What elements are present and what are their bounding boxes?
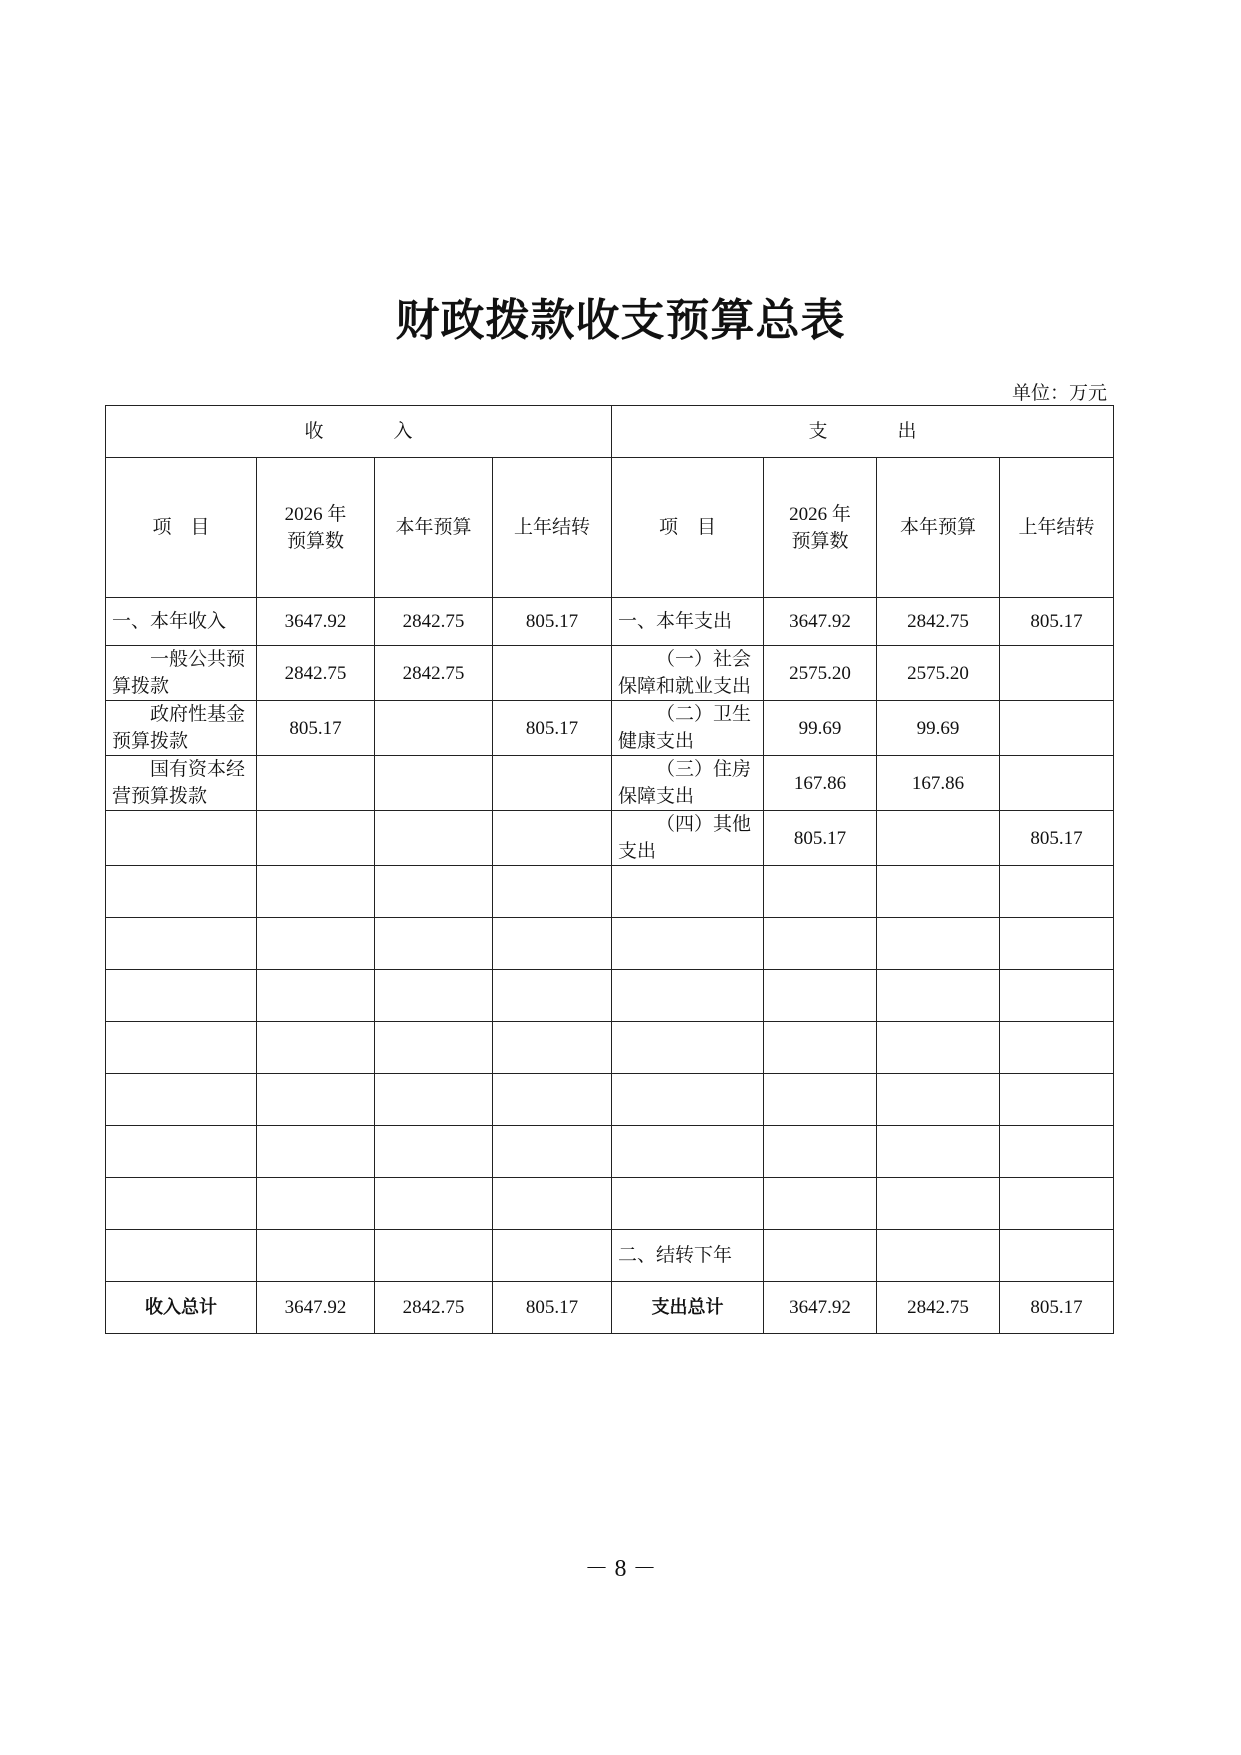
expense-total: 3647.92 — [764, 598, 877, 646]
table-row — [106, 756, 1114, 811]
unit-label: 单位：万元 — [1011, 382, 1107, 404]
income-section-header: 收 入 — [106, 406, 612, 458]
income-current — [375, 701, 493, 756]
col-expense-item: 项 目 — [612, 458, 764, 598]
income-current — [375, 811, 493, 866]
col-income-carryover: 上年结转 — [493, 458, 612, 598]
expense-item: 一、本年支出 — [612, 598, 764, 646]
income-carryover: 805.17 — [493, 701, 612, 756]
table-row — [106, 701, 1114, 756]
empty-row — [106, 1074, 1114, 1126]
income-carryover: 805.17 — [493, 598, 612, 646]
page-title: 财政拨款收支预算总表 — [395, 295, 846, 346]
expense-total-label: 支出总计 — [612, 1282, 764, 1334]
income-grand-carryover: 805.17 — [493, 1282, 612, 1334]
income-current: 2842.75 — [375, 646, 493, 701]
expense-current: 2575.20 — [877, 646, 1000, 701]
income-grand-total: 3647.92 — [257, 1282, 375, 1334]
income-current — [375, 756, 493, 811]
empty-row — [106, 1022, 1114, 1074]
page-number: － 8 － — [584, 1556, 657, 1582]
income-total-label: 收入总计 — [106, 1282, 257, 1334]
expense-carryover: 805.17 — [1000, 811, 1114, 866]
expense-item: （四）其他支出 — [612, 811, 764, 866]
empty-row — [106, 970, 1114, 1022]
expense-section-header: 支 出 — [612, 406, 1114, 458]
carryover-next-year-label: 二、结转下年 — [612, 1230, 764, 1282]
table-row — [106, 811, 1114, 866]
income-item: 一、本年收入 — [106, 598, 257, 646]
expense-item: （三）住房保障支出 — [612, 756, 764, 811]
empty-row — [106, 866, 1114, 918]
income-total — [257, 756, 375, 811]
income-carryover — [493, 646, 612, 701]
income-total: 3647.92 — [257, 598, 375, 646]
expense-item: （二）卫生健康支出 — [612, 701, 764, 756]
income-total: 805.17 — [257, 701, 375, 756]
budget-summary-table — [105, 405, 1114, 1334]
section-header-row — [106, 406, 1114, 458]
expense-item: （一）社会保障和就业支出 — [612, 646, 764, 701]
col-income-current: 本年预算 — [375, 458, 493, 598]
income-item: 政府性基金预算拨款 — [106, 701, 257, 756]
expense-total: 2575.20 — [764, 646, 877, 701]
expense-total: 805.17 — [764, 811, 877, 866]
expense-carryover — [1000, 646, 1114, 701]
column-header-row — [106, 458, 1114, 598]
expense-grand-total: 3647.92 — [764, 1282, 877, 1334]
table-row — [106, 646, 1114, 701]
empty-row — [106, 1126, 1114, 1178]
income-grand-current: 2842.75 — [375, 1282, 493, 1334]
table-row — [106, 598, 1114, 646]
income-total: 2842.75 — [257, 646, 375, 701]
expense-carryover: 805.17 — [1000, 598, 1114, 646]
expense-current — [877, 811, 1000, 866]
expense-total: 167.86 — [764, 756, 877, 811]
expense-carryover — [1000, 756, 1114, 811]
total-row — [106, 1282, 1114, 1334]
col-income-total: 2026 年 预算数 — [257, 458, 375, 598]
expense-current: 2842.75 — [877, 598, 1000, 646]
col-expense-carryover: 上年结转 — [1000, 458, 1114, 598]
income-carryover — [493, 811, 612, 866]
col-expense-total: 2026 年 预算数 — [764, 458, 877, 598]
income-item: 一般公共预算拨款 — [106, 646, 257, 701]
expense-grand-carryover: 805.17 — [1000, 1282, 1114, 1334]
income-total — [257, 811, 375, 866]
expense-current: 167.86 — [877, 756, 1000, 811]
expense-grand-current: 2842.75 — [877, 1282, 1000, 1334]
income-item: 国有资本经营预算拨款 — [106, 756, 257, 811]
empty-row — [106, 918, 1114, 970]
income-current: 2842.75 — [375, 598, 493, 646]
carryover-row — [106, 1230, 1114, 1282]
expense-carryover — [1000, 701, 1114, 756]
expense-total: 99.69 — [764, 701, 877, 756]
income-carryover — [493, 756, 612, 811]
expense-current: 99.69 — [877, 701, 1000, 756]
col-expense-current: 本年预算 — [877, 458, 1000, 598]
income-item — [106, 811, 257, 866]
col-income-item: 项 目 — [106, 458, 257, 598]
empty-row — [106, 1178, 1114, 1230]
